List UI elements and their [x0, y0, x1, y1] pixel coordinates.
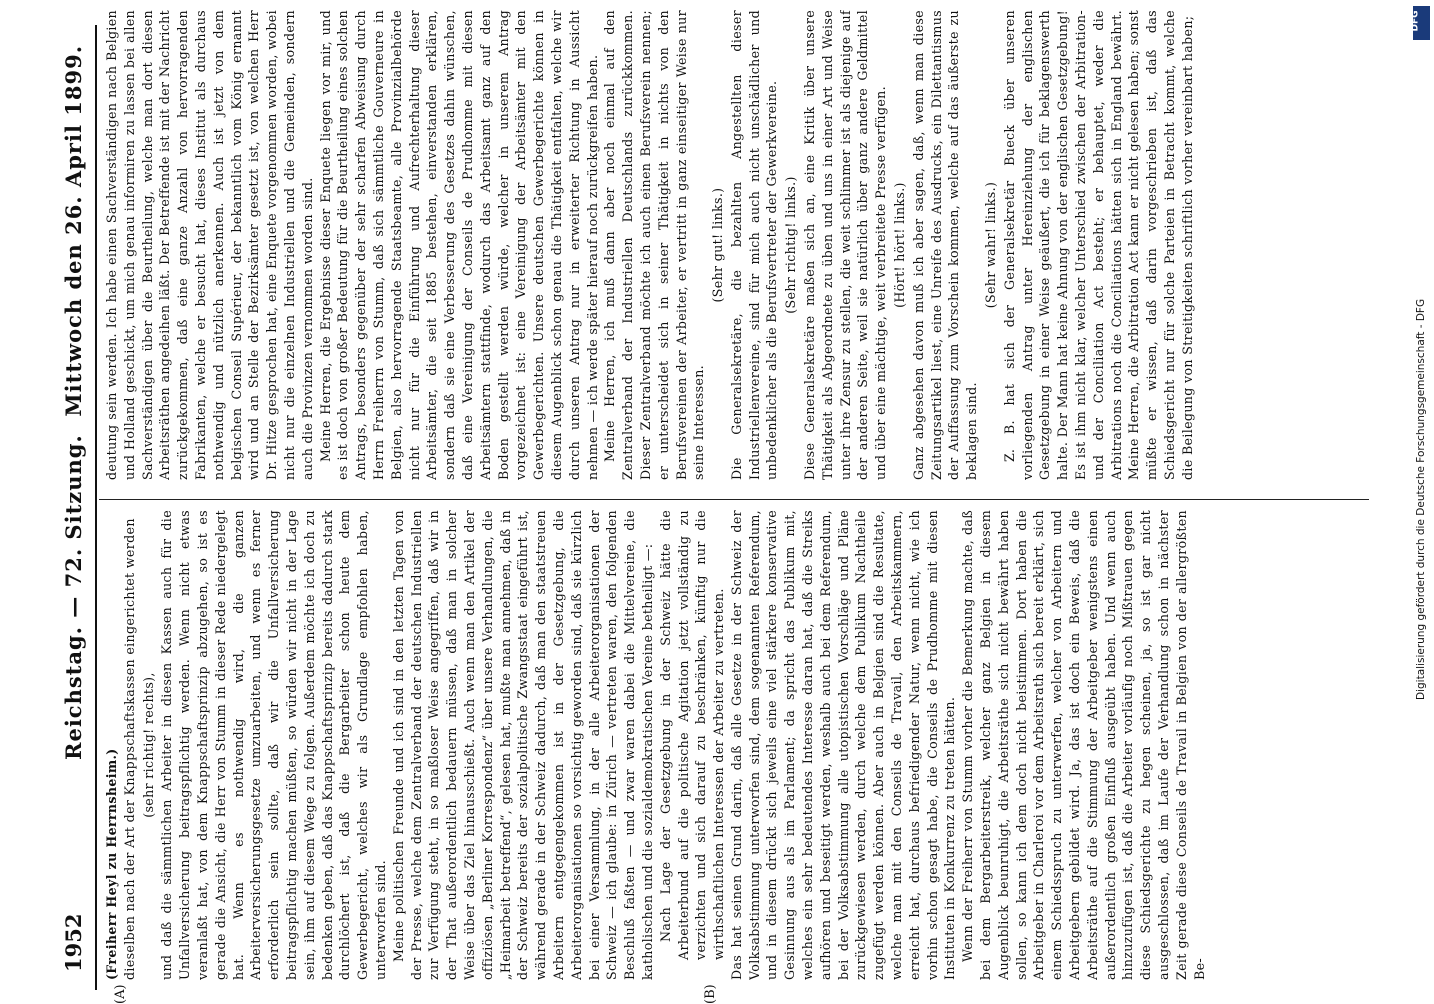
- page-number: 1952: [61, 913, 86, 972]
- column-divider: [99, 499, 1369, 500]
- right-text-column: [103, 10, 1368, 480]
- session-date: Mittwoch den 26. April 1899.: [61, 45, 86, 417]
- margin-marker-a: (A): [113, 984, 128, 1004]
- dfg-logo: DFG: [1413, 6, 1430, 40]
- stage-direction: (Hört! hört! links.): [892, 182, 908, 308]
- paragraph: Meine Herren, die Ergebnisse dieser Enquete liegen vor mir, und es ist doch von großer Bedeutung für die Beurtheilung eines solchen Antrags, besonders gegenüber der sehr scharfen Abweisung durch Herrn Freiherrn von Stumm, daß sich sämmtliche Gouverneure in Belgien, also hervorragende Staatsbeamte, alle Provinzialbehörde nicht nur für die Einführung und Aufrechterhaltung dieser Arbeitsämter, die seit 1885 bestehen, einverstanden erklären, sondern daß sie eine Verbesserung des Gesetzes dahin wünschen, daß eine Vereinigung der Conseils de Prudhomme mit diesen Arbeitsämtern stattfinde, wodurch das Arbeitsamt ganz auf den Boden gestellt werden würde, welcher in unserem Antrag vorgezeichnet ist: eine Vereinigung der Arbeitsämter mit den Gewerbegerichten. Unsere deutschen Gewerbegerichte können in diesem Augenblick schon genau die Thätigkeit entfalten, welche wir durch unseren Antrag nur in erweiterter Richtung in Aussicht nehmen — ich werde später hierauf noch zurückgreifen haben.: [317, 10, 600, 480]
- margin-marker-b: (B): [703, 984, 718, 1004]
- paragraph: Das hat seinen Grund darin, daß alle Gesetze in der Schweiz der Volksabstimmung unterworfen sind, dem sogenannten Referendum, und in diesem drückt sich jeweils eine viel stärkere konservative Gesinnung aus als im Parlament; da spricht das Publikum mit, welches ein sehr bedeutendes Interesse daran hat, daß die Streiks aufhören und beseitigt werden, weshalb auch bei dem Referendum, bei der Volksabstimmung alle utopistischen Vorschläge und Pläne zurückgewiesen werden, durch welche dem Publikum Nachtheile zugefügt werden können. Aber auch in Belgien sind die Resultate, welche man mit den Conseils de Travail, den Arbeitskammern, erreicht hat, durchaus befriedigender Natur, wenn nicht, wie ich vorhin schon gesagt habe, die Conseils de Prudhomme mit diesen Instituten in Konkurrenz zu treten hätten.: [728, 510, 958, 980]
- digitization-credit: [1413, 0, 1433, 1000]
- stage-direction: (Sehr wahr! links.): [983, 181, 999, 309]
- rotated-page: [55, 0, 1375, 1004]
- paragraph: Wenn der Freiherr von Stumm vorher die Bemerkung machte, daß bei dem Bergarbeiterstreik, welcher ganz Belgien in diesem Augenblick beunruhigt, die Arbeitsräthe sich nicht bewährt haben sollen, so kann ich dem doch nicht beistimmen. Dort haben die Arbeitgeber in Charleroi vor dem Arbeitsrath sich bereit erklärt, sich einem Schiedsspruch zu unterwerfen, welcher von Arbeitern und Arbeitgebern gebildet wird. Ja, das ist doch ein Beweis, daß die Arbeitsräthe auf die Stimmung der Arbeitgeber wenigstens einen außerordentlich großen Einfluß ausgeübt haben. Und wenn auch hinzuzufügen ist, daß die Arbeiter vorläufig noch Mißtrauen gegen diese Schiedsgerichte zu hegen scheinen, ja, so ist gar nicht ausgeschlossen, daß im Laufe der Verhandlung schon in nächster Zeit gerade diese Conseils de Travail in Belgien von der allergrößten Be-: [960, 510, 1207, 980]
- session-title: Reichstag. — 72. Sitzung.: [61, 434, 86, 760]
- paragraph: Ganz abgesehen davon muß ich aber sagen, daß, wenn man diese Zeitungsartikel liest, eine Unreife des Ausdrucks, ein Dilettantismus der Auffassung zum Vorschein kommen, welche auf das äußerste zu beklagen sind.: [910, 10, 980, 480]
- paragraph: Meine politischen Freunde und ich sind in den letzten Tagen von der Presse, welche dem Zentralverband der deutschen Industriellen zur Verfügung steht, in so maßloser Weise angegriffen, daß wir in der That außerordentlich bedauern müssen, daß man in solcher Weise über das Ziel hinausschießt. Auch wenn man den Artikel der offiziösen „Berliner Korrespondenz“ über unsere Verhandlungen, die „Heimarbeit betreffend“, gelesen hat, mußte man annehmen, daß in der Schweiz bereits der sozialpolitische Zwangsstaat eingeführt ist, während gerade in der Schweiz dadurch, daß man den staatstreuen Arbeitern entgegengekommen ist in der Gesetzgebung, die Arbeiterorganisationen so vorsichtig geworden sind, daß sie kürzlich bei einer Versammlung, in der alle Arbeiterorganisationen der Schweiz — ich glaube: in Zürich — vertreten waren, den folgenden Beschluß faßten — und zwar waren dabei die Mittelvereine, die katholischen und die sozialdemokratischen Vereine betheiligt —:: [390, 510, 655, 980]
- stage-direction: (sehr richtig! rechts),: [140, 672, 156, 818]
- stage-direction: (Sehr gut! links.): [710, 187, 726, 303]
- paragraph: deutung sein werden. Ich habe einen Sachverständigen nach Belgien und Holland geschickt, um mich genau informiren zu lassen bei allen Sachverständigen über die Beurtheilung, welche man dort diesen Arbeitsräthen angedeihen läßt. Der Betreffende ist mit der Nachricht zurückgekommen, daß eine ganze Anzahl von hervorragenden Fabrikanten, welche er besucht hat, dieses Institut als durchaus nothwendig und nützlich anerkennen. Auch ist jetzt von dem belgischen Conseil Supérieur, der bekanntlich vom König ernannt wird und an Stelle der Bezirksämter gesetzt ist, von welchen Herr Dr. Hitze gesprochen hat, eine Enquete vorgenommen worden, wobei nicht nur die einzelnen Industriellen und die Gemeinden, sondern auch die Provinzen vernommen worden sind.: [104, 10, 315, 480]
- credit-text: Digitalisierung gefördert durch die Deutsche Forschungsgemeinschaft - DFG: [1415, 298, 1427, 700]
- paragraph: Die Generalsekretäre, die bezahlten Angestellten dieser Industriellenvereine, sind für mich auch nicht unschädlicher und unbedenklicher als die Berufsvertreter der Gewerkvereine.: [728, 10, 780, 480]
- left-text-column: [103, 510, 1368, 980]
- page-header: [55, 25, 93, 990]
- paragraph: und daß die sämmtlichen Arbeiter in diesen Kassen auch für die Unfallversicherung beitragspflichtig werden. Wenn nicht etwas veranlaßt hat, von dem Knappschaftsprinzip abzugehen, so ist es gerade die Ansicht, die Herr von Stumm in dieser Rede niedergelegt hat. Wenn es nothwendig wird, die ganzen Arbeiterversicherungsgesetze umzuarbeiten, und wenn es ferner erforderlich sein sollte, daß wir die Unfallversicherung beitragspflichtig machen müßten, so würden wir nicht in der Lage sein, ihm auf diesem Wege zu folgen. Außerdem möchte ich doch zu bedenken geben, daß das Knappschaftsprinzip bereits dadurch stark durchlöchert ist, daß die Bergarbeiter schon heute dem Gewerbegericht, welches wir als Grundlage empfohlen haben, unterworfen sind.: [159, 510, 388, 980]
- paragraph: dieselben nach der Art der Knappschaftskassen eingerichtet werden: [121, 518, 137, 980]
- paragraph: Meine Herren, ich muß dann aber noch einmal auf den Zentralverband der Industriellen Deutschlands zurückkommen. Dieser Zentralverband möchte ich auch einen Berufsverein nennen; er unterscheidet sich in seiner Thätigkeit in nichts von den Berufsvereinen der Arbeiter, er vertritt in ganz einseitiger Weise nur seine Interessen.: [602, 10, 707, 480]
- speaker-name: (Freiherr Heyl zu Herrnsheim.): [104, 748, 119, 980]
- quoted-resolution: Nach Lage der Gesetzgebung in der Schweiz hätte die Arbeiterbund auf die politische Agitation jetzt vollständig zu verzichten und sich darauf zu beschränken, künftig nur die wirthschaftlichen Interessen der Arbeiter zu vertreten.: [657, 510, 727, 960]
- paragraph: Z. B. hat sich der Generalsekretär Bueck über unseren vorliegenden Antrag unter Hereinziehung der englischen Gesetzgebung in einer Weise geäußert, die ich für beklagenswerth halte. Der Mann hat keine Ahnung von der englischen Gesetzgebung! Es ist ihm nicht klar, welcher Unterschied zwischen der Arbitration- und der Conciliation Act besteht; er behauptet, weder die Arbitrations noch die Conciliations hätten sich in England bewährt. Meine Herren, die Arbitration Act kann er nicht gelesen haben; sonst müßte er wissen, daß darin vorgeschrieben ist, daß das Schiedsgericht nur für solche Parteien in Betracht kommt, welche die Beilegung von Streitigkeiten schriftlich vorher vereinbart haben;: [1001, 10, 1195, 480]
- header-rule: [95, 25, 97, 990]
- stage-direction: (Sehr richtig! links.): [783, 176, 799, 314]
- paragraph: Diese Generalsekretäre maßen sich an, eine Kritik über unsere Thätigkeit als Abgeordnete zu üben und uns in einer Art und Weise unter ihre Zensur zu stellen, die weit schlimmer ist als diejenige auf der anderen Seite, weil sie natürlich über ganz andere Geldmittel und über eine mächtige, weit verbreitete Presse verfügen.: [802, 10, 889, 480]
